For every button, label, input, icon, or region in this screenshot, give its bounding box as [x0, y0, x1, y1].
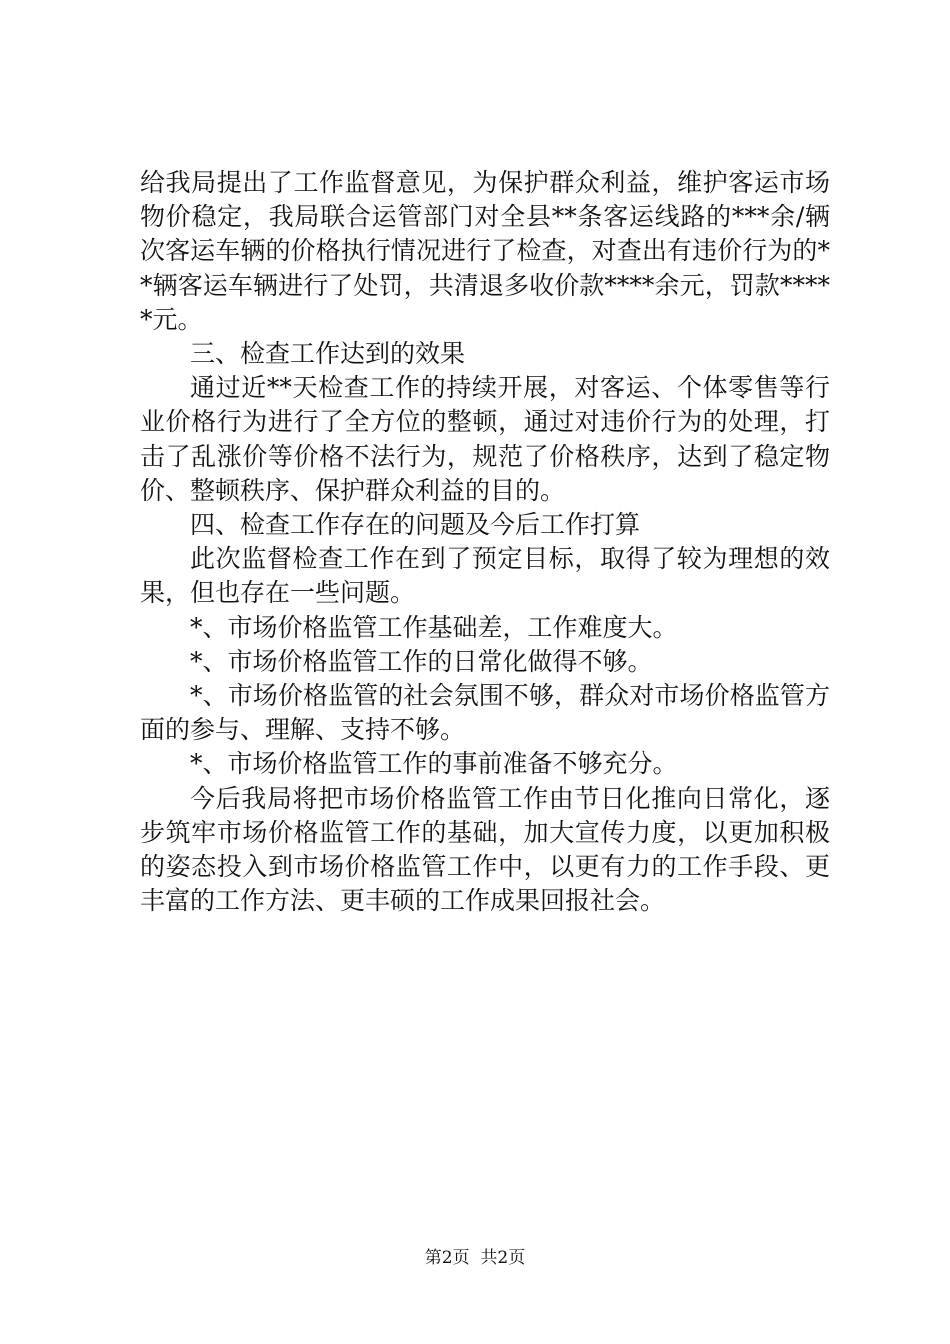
page-number-footer: 第2页 共2页	[424, 1248, 526, 1268]
section-heading-3: 三、检查工作达到的效果	[190, 339, 466, 369]
section-heading-4: 四、检查工作存在的问题及今后工作打算	[190, 510, 641, 540]
list-item-problem-3: *、市场价格监管的社会氛围不够，群众对市场价格监管方面的参与、理解、支持不够。	[140, 681, 830, 745]
paragraph-continuation: 给我局提出了工作监督意见，为保护群众利益，维护客运市场物价稳定，我局联合运管部门对全县**条客运线路的***余/辆次客运车辆的价格执行情况进行了检查，对查出有违价行为的**辆客运车辆进行了处罚，共清退多收价款****余元，罚款*****元。	[140, 168, 830, 334]
document-body	[140, 166, 830, 918]
paragraph-effects: 通过近**天检查工作的持续开展，对客运、个体零售等行业价格行为进行了全方位的整顿，通过对违价行为的处理，打击了乱涨价等价格不法行为，规范了价格秩序，达到了稳定物价、整顿秩序、保护群众利益的目的。	[140, 373, 830, 505]
paragraph-problems-intro: 此次监督检查工作在到了预定目标，取得了较为理想的效果，但也存在一些问题。	[140, 544, 830, 608]
list-item-problem-1: *、市场价格监管工作基础差，工作难度大。	[190, 612, 678, 642]
list-item-problem-4: *、市场价格监管工作的事前准备不够充分。	[190, 749, 678, 779]
paragraph-future-plan: 今后我局将把市场价格监管工作由节日化推向日常化，逐步筑牢市场价格监管工作的基础，加大宣传力度，以更加积极的姿态投入到市场价格监管工作中，以更有力的工作手段、更丰富的工作方法、更丰硕的工作成果回报社会。	[140, 783, 830, 916]
list-item-problem-2: *、市场价格监管工作的日常化做得不够。	[190, 646, 653, 676]
